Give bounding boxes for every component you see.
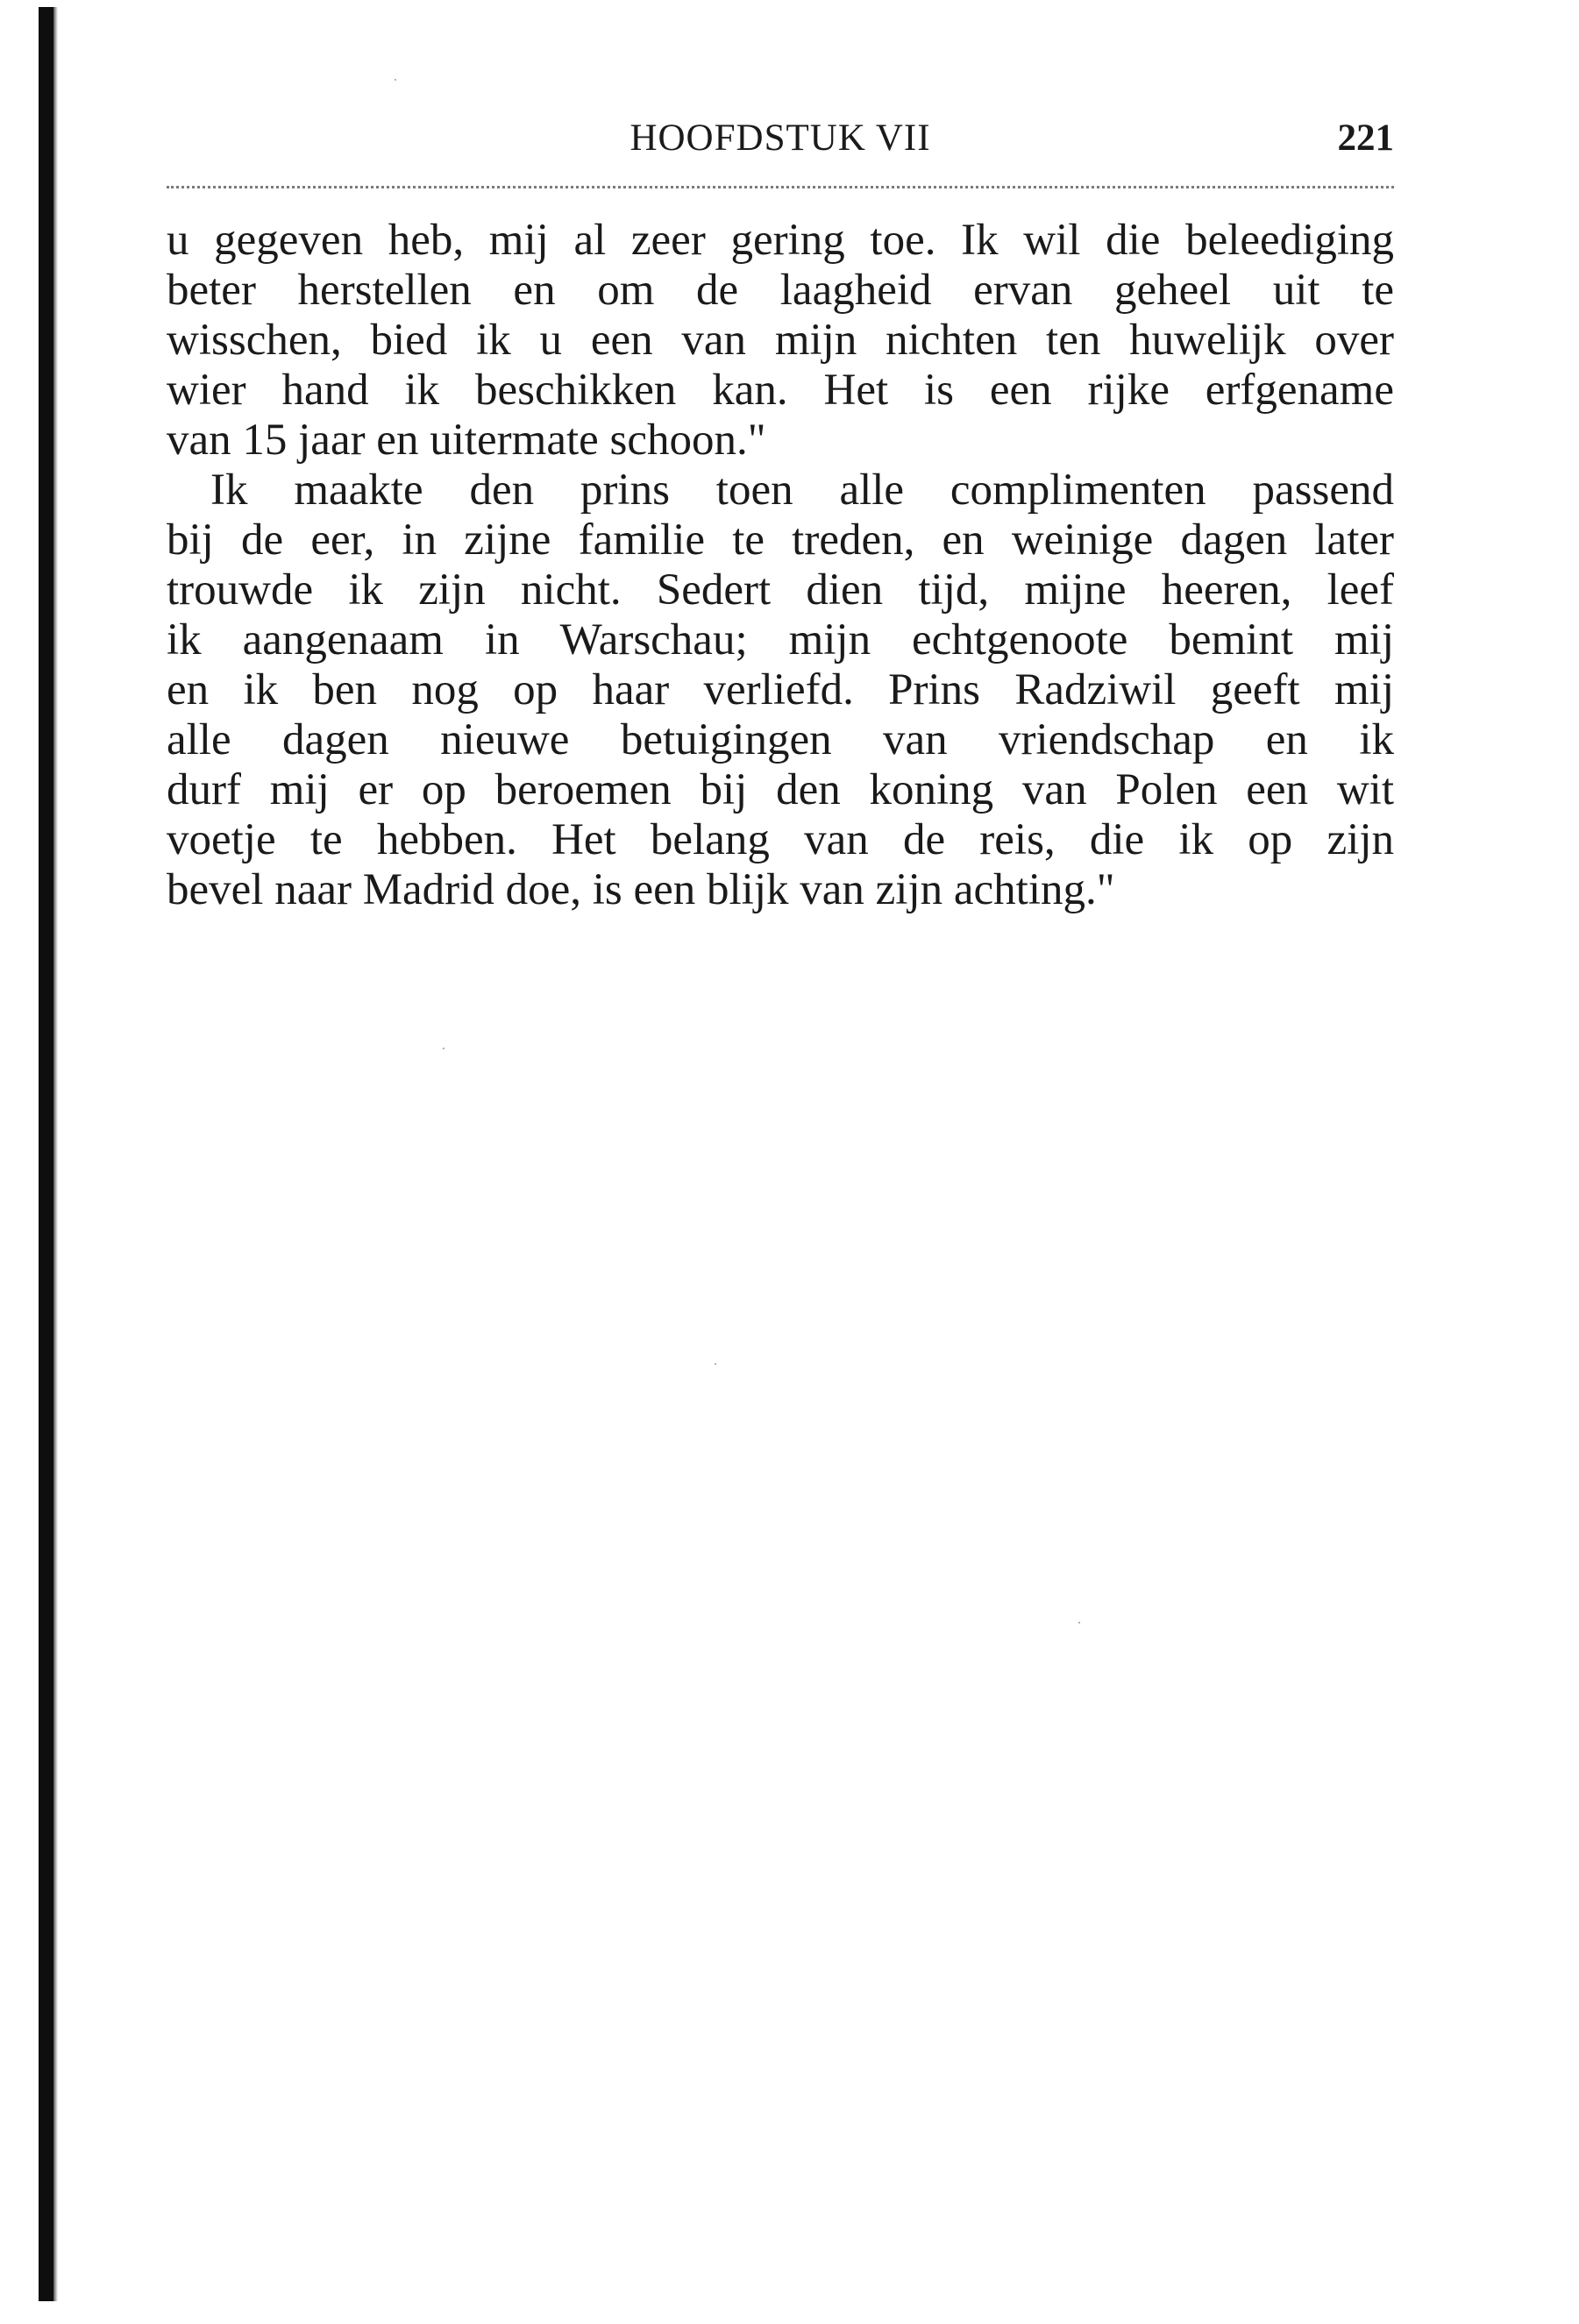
header-rule <box>167 186 1394 188</box>
paper-speck <box>443 1048 445 1049</box>
text-line: bij de eer, in zijne familie te treden, en weinige dagen later <box>167 515 1394 565</box>
page-number: 221 <box>1337 117 1394 159</box>
paper-speck <box>395 79 396 81</box>
paragraph <box>167 216 1394 466</box>
paper-speck <box>1078 1622 1080 1624</box>
running-head: HOOFDSTUK VII <box>629 117 931 159</box>
text-line: u gegeven heb, mij al zeer gering toe. Ik wil die beleediging <box>167 216 1394 265</box>
text-line: Ik maakte den prins toen alle complimenten passend <box>210 466 1394 515</box>
text-line: en ik ben nog op haar verliefd. Prins Radziwil geeft mij <box>167 665 1394 714</box>
text-line: bevel naar Madrid doe, is een blijk van zijn achting." <box>167 865 1115 914</box>
text-line: alle dagen nieuwe betuigingen van vriendschap en ik <box>167 715 1394 764</box>
text-line: durf mij er op beroemen bij den koning van Polen een wit <box>167 765 1394 814</box>
text-line: trouwde ik zijn nicht. Sedert dien tijd, mijne heeren, leef <box>167 565 1394 615</box>
text-line: voetje te hebben. Het belang van de reis, die ik op zijn <box>167 815 1394 864</box>
text-line: wisschen, bied ik u een van mijn nichten ten huwelijk over <box>167 316 1394 365</box>
paragraph <box>167 466 1394 915</box>
text-line: van 15 jaar en uitermate schoon." <box>167 416 766 465</box>
text-line: beter herstellen en om de laagheid ervan geheel uit te <box>167 266 1394 315</box>
page-header <box>167 112 1394 165</box>
text-line: wier hand ik beschikken kan. Het is een rijke erfgename <box>167 366 1394 415</box>
paper-speck <box>715 1363 716 1365</box>
text-line: ik aangenaam in Warschau; mijn echtgenoote bemint mij <box>167 615 1394 665</box>
text-body <box>167 216 1394 915</box>
binding-edge <box>39 7 53 2301</box>
